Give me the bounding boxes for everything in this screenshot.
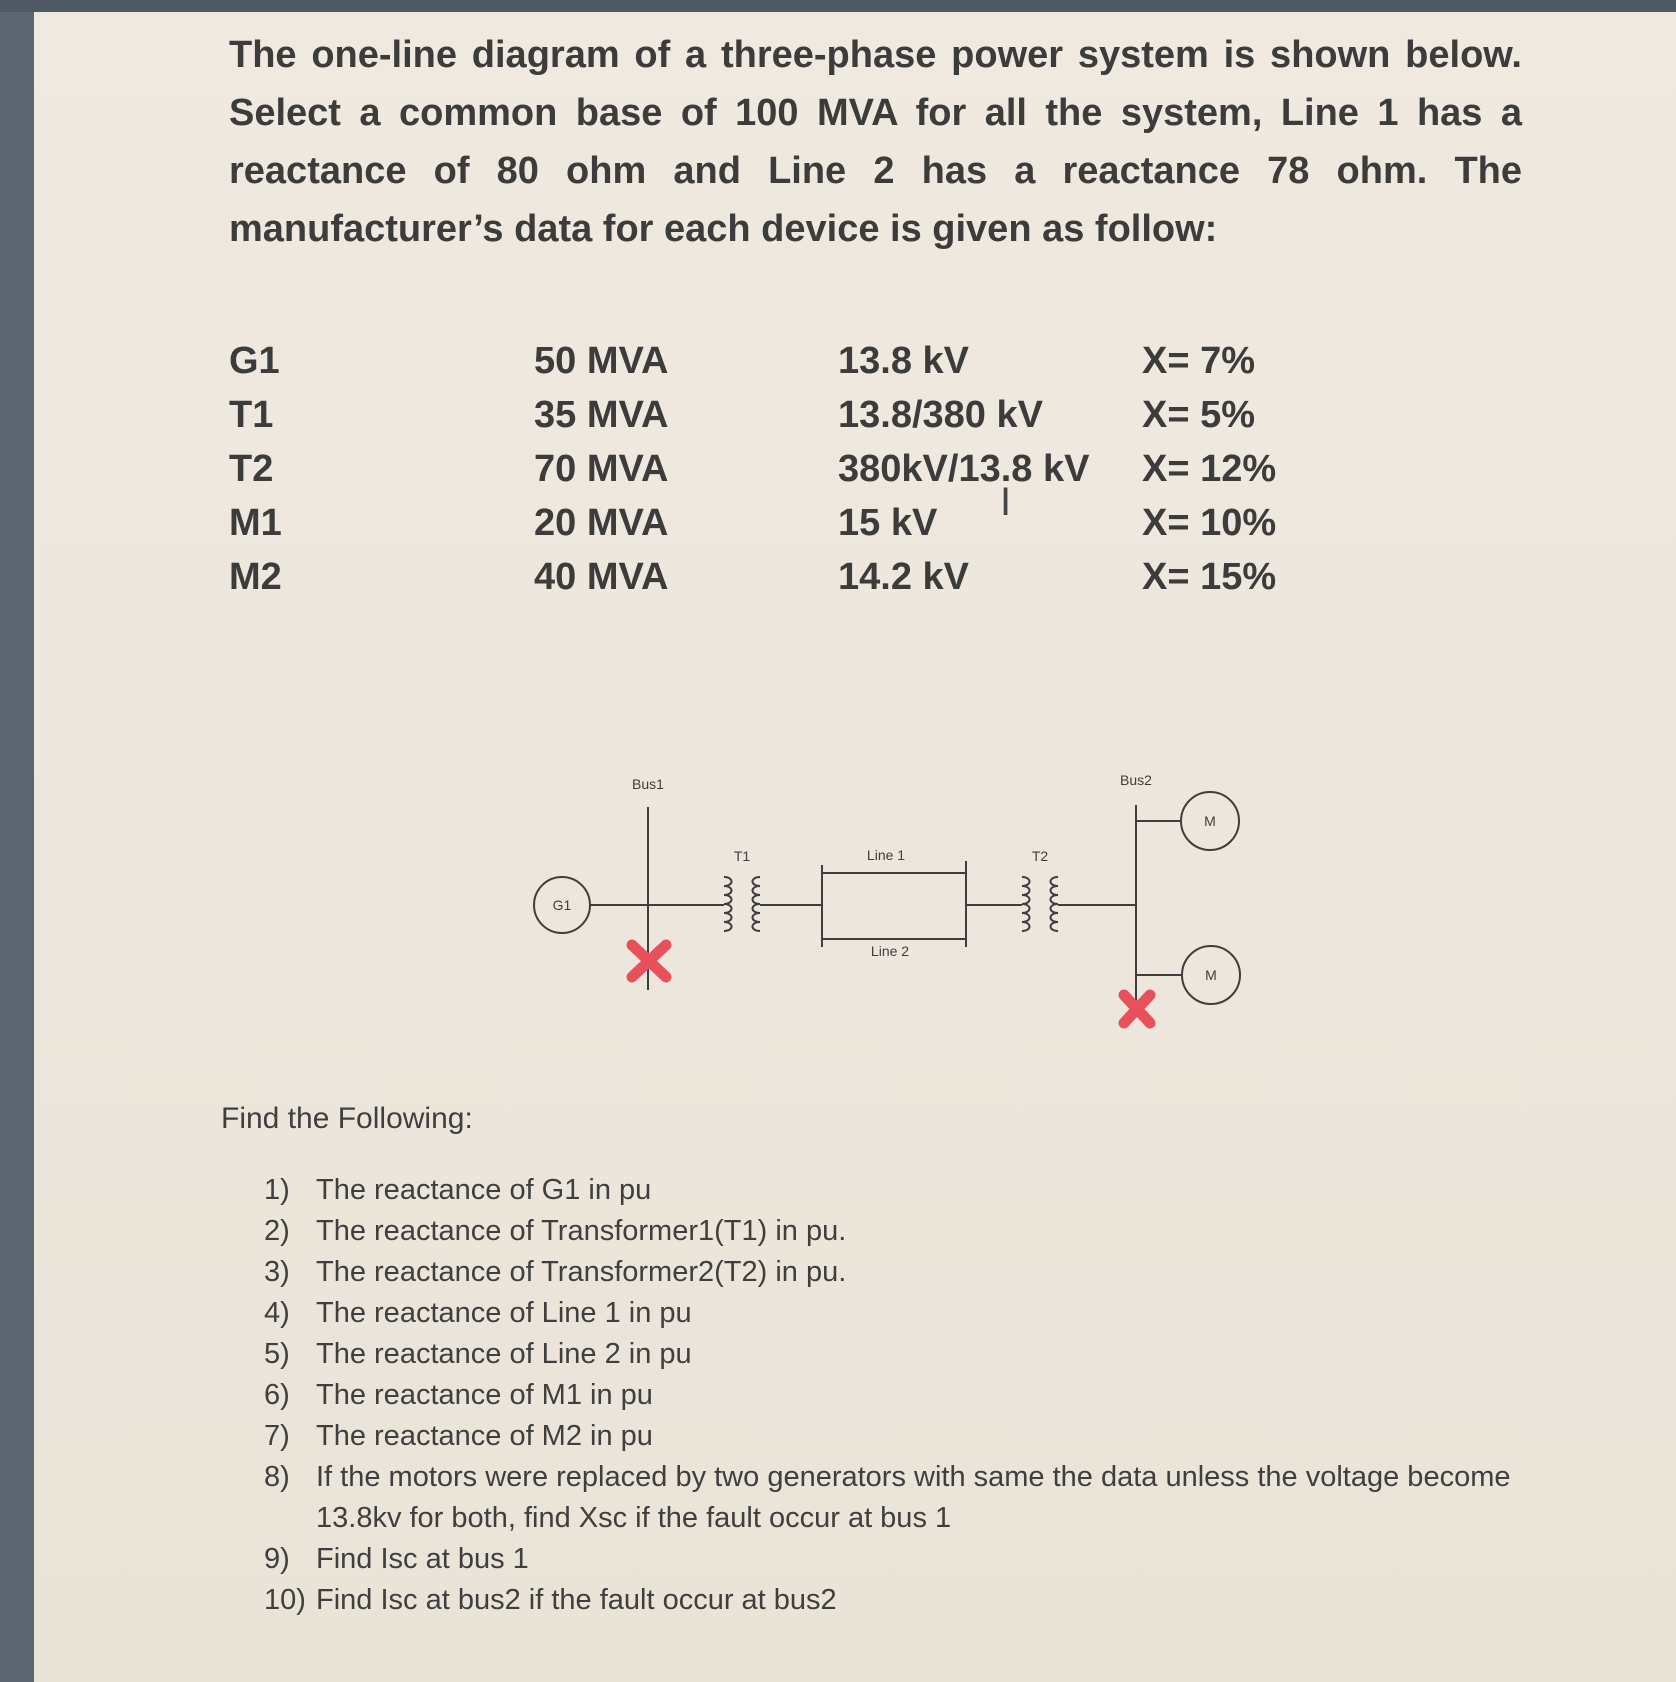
device-kv: 15 kV — [838, 502, 938, 544]
question-item — [264, 1293, 1524, 1334]
question-number: 9) — [264, 1543, 290, 1575]
device-kv: 13.8 kV — [838, 340, 969, 382]
device-name: T2 — [229, 448, 274, 490]
question-text: The reactance of Transformer1(T1) in pu. — [316, 1215, 847, 1247]
device-kv: 380kV/13.8 kV — [838, 448, 1090, 490]
device-name: M1 — [229, 502, 282, 544]
question-number: 3) — [264, 1256, 290, 1288]
device-reactance: X= 12% — [1142, 448, 1277, 490]
question-number: 4) — [264, 1297, 290, 1329]
question-item — [264, 1170, 1524, 1211]
device-mva: 70 MVA — [534, 448, 669, 490]
question-text: The reactance of G1 in pu — [316, 1174, 652, 1206]
device-mva: 40 MVA — [534, 556, 669, 598]
device-mva: 20 MVA — [534, 502, 669, 544]
question-text: The reactance of Line 1 in pu — [316, 1297, 692, 1329]
device-name: M2 — [229, 556, 282, 598]
question-text: The reactance of Line 2 in pu — [316, 1338, 692, 1370]
question-number: 7) — [264, 1420, 290, 1452]
question-list — [264, 1170, 1524, 1621]
device-mva: 35 MVA — [534, 394, 669, 436]
motor2-label: M — [1205, 967, 1217, 983]
g1-label: G1 — [552, 897, 572, 913]
question-text: The reactance of M2 in pu — [316, 1420, 653, 1452]
device-mva: 50 MVA — [534, 340, 669, 382]
text-cursor-icon: I — [1000, 480, 1012, 524]
transformer-t1-secondary-coil — [753, 877, 761, 931]
question-item — [264, 1211, 1524, 1252]
device-reactance: X= 15% — [1142, 556, 1277, 598]
question-text: The reactance of Transformer2(T2) in pu. — [316, 1256, 847, 1288]
question-number: 10) — [264, 1584, 306, 1616]
question-text: Find Isc at bus 1 — [316, 1543, 529, 1575]
question-item — [264, 1539, 1524, 1580]
question-item — [264, 1334, 1524, 1375]
question-number: 5) — [264, 1338, 290, 1370]
motor1-label: M — [1204, 813, 1216, 829]
device-name: G1 — [229, 340, 280, 382]
question-item — [264, 1252, 1524, 1293]
question-item — [264, 1416, 1524, 1457]
question-number: 1) — [264, 1174, 290, 1206]
question-number: 8) — [264, 1461, 290, 1493]
find-following-heading: Find the Following: — [221, 1102, 473, 1135]
device-kv: 13.8/380 kV — [838, 394, 1043, 436]
device-reactance: X= 10% — [1142, 502, 1277, 544]
bus1-label: Bus1 — [632, 776, 664, 792]
device-name: T1 — [229, 394, 274, 436]
transformer-t2-primary-coil — [1022, 877, 1030, 931]
question-item — [264, 1580, 1524, 1621]
bus2-label: Bus2 — [1120, 772, 1152, 788]
question-number: 2) — [264, 1215, 290, 1247]
transformer-t2-secondary-coil — [1051, 877, 1059, 931]
device-reactance: X= 7% — [1142, 340, 1256, 382]
problem-statement: The one-line diagram of a three-phase power system is shown below. Select a common base of 100 MVA for all the system, Line 1 has a reactance of 80 ohm and Line 2 has a reactance 78 ohm. The manufacturer’s data for each device is given as follow: — [229, 34, 1522, 250]
question-text: If the motors were replaced by two generators with same the data unless the voltage become 13.8kv for both, find Xsc if the fault occur at bus 1 — [316, 1461, 1511, 1534]
transformer-t1-primary-coil — [724, 877, 732, 931]
device-kv: 14.2 kV — [838, 556, 969, 598]
question-number: 6) — [264, 1379, 290, 1411]
question-item — [264, 1375, 1524, 1416]
line1-label: Line 1 — [866, 847, 906, 863]
line2-label: Line 2 — [870, 943, 910, 959]
question-item — [264, 1457, 1524, 1539]
t1-label: T1 — [733, 848, 751, 864]
question-text: The reactance of M1 in pu — [316, 1379, 653, 1411]
t2-label: T2 — [1031, 848, 1049, 864]
device-reactance: X= 5% — [1142, 394, 1256, 436]
question-text: Find Isc at bus2 if the fault occur at bus2 — [316, 1584, 837, 1616]
one-line-diagram — [520, 765, 1260, 1065]
top-edge — [0, 0, 1676, 12]
